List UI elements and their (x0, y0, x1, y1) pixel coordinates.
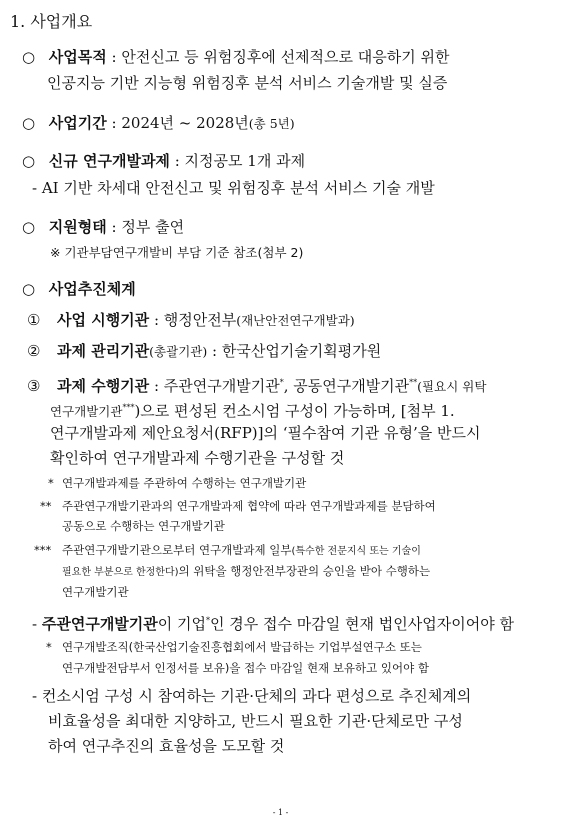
consortium-line-1: - 컨소시엄 구성 시 참여하는 기관·단체의 과다 편성으로 추진체계의 (32, 687, 472, 705)
support-line: ○ 지원형태 : 정부 출연 (22, 218, 185, 236)
agency-value: 행정안전부 (163, 311, 237, 329)
support-note: ※ 기관부담연구개발비 부담 기준 참조(첨부 2) (50, 245, 304, 260)
new-task-line: ○ 신규 연구개발과제 : 지정공모 1개 과제 (22, 152, 306, 170)
footnote-text: 주관연구개발기관으로부터 연구개발과제 일부 (62, 543, 292, 557)
footnote-text: 주관연구개발기관과의 연구개발과제 협약에 따라 연구개발과제를 분담하여 (62, 499, 436, 513)
footnote-3-line-1 (34, 542, 421, 558)
bullet-circle: ○ (22, 48, 36, 66)
consortium-line-2: 비효율성을 최대한 지양하고, 반드시 필요한 기관·단체로만 구성 (48, 712, 463, 730)
dash: - (32, 615, 38, 633)
lead-label: 주관연구개발기관 (41, 615, 158, 633)
support-value: 정부 출연 (121, 218, 185, 236)
lead-text-a: 이 기업 (157, 615, 207, 633)
consortium-line-3: 하여 연구추진의 효율성을 도모할 것 (48, 737, 285, 755)
period-line: ○ 사업기간 : 2024년 ~ 2028년(총 5년) (22, 114, 295, 132)
section-title: 1. 사업개요 (10, 12, 93, 31)
footnote-mark: * (48, 476, 54, 490)
agency-note: (재난안전연구개발과) (236, 313, 355, 328)
footnote-text: 의 위탁을 행정안전부장관의 승인을 받아 수행하는 (178, 564, 431, 578)
bullet-circle: ○ (22, 280, 36, 298)
performer-text-d: 연구개발기관 (50, 404, 123, 419)
footnote-text: 연구개발과제를 주관하여 수행하는 연구개발기관 (62, 476, 307, 490)
lead-footnote-line-2: 연구개발전담부서 인정서를 보유)을 접수 마감일 현재 보유하고 있어야 함 (62, 661, 429, 675)
bullet-circle: ○ (22, 218, 36, 236)
lead-requirement-line: - 주관연구개발기관이 기업*인 경우 접수 마감일 현재 법인사업자이어야 함 (32, 615, 514, 633)
new-task-label: 신규 연구개발과제 (48, 152, 170, 170)
footnote-mark: * (46, 640, 52, 654)
structure-label: 사업추진체계 (48, 280, 136, 298)
structure-item-3-line-2: 연구개발기관***)으로 편성된 컨소시엄 구성이 가능하며, [첨부 1. (50, 402, 455, 420)
purpose-text-1: 안전신고 등 위험징후에 선제적으로 대응하기 위한 (121, 48, 450, 66)
number-2: ② (27, 342, 41, 360)
period-value: 2024년 ~ 2028년 (121, 114, 249, 132)
footnote-text: 연구개발조직(한국산업기술진흥협회에서 발급하는 기업부설연구소 또는 (62, 640, 422, 654)
period-note: (총 5년) (248, 116, 295, 131)
performer-text-b: , 공동연구개발기관 (283, 377, 410, 395)
footnote-text-small: 필요한 부분으로 한정한다) (62, 567, 179, 578)
performer-label: 과제 수행기관 (57, 377, 150, 395)
purpose-label: 사업목적 (48, 48, 107, 66)
period-label: 사업기간 (48, 114, 107, 132)
purpose-line-1: ○ 사업목적 : 안전신고 등 위험징후에 선제적으로 대응하기 위한 (22, 48, 450, 66)
footnote-3-line-2 (62, 563, 430, 579)
footnote-2-line-1 (40, 498, 436, 514)
manager-label: 과제 관리기관 (57, 342, 150, 360)
footnote-3-line-3: 연구개발기관 (62, 585, 129, 599)
lead-text-b: 인 경우 접수 마감일 현재 법인사업자이어야 함 (210, 615, 514, 633)
footnote-mark: ** (40, 499, 52, 513)
support-label: 지원형태 (48, 218, 107, 236)
performer-text-c: (필요시 위탁 (417, 379, 487, 394)
footnote-text-small: (특수한 전문지식 또는 기술이 (291, 546, 421, 557)
purpose-text-2: 인공지능 기반 지능형 위험징후 분석 서비스 기술개발 및 실증 (47, 74, 448, 92)
footnote-2-line-2: 공동으로 수행하는 연구개발기관 (62, 519, 225, 533)
bullet-circle: ○ (22, 152, 36, 170)
structure-item-3-line-4: 확인하여 연구개발과제 수행기관을 구성할 것 (50, 449, 345, 467)
performer-text-e: )으로 편성된 컨소시엄 구성이 가능하며, [첨부 1. (134, 402, 455, 420)
bullet-circle: ○ (22, 114, 36, 132)
structure-item-3-line-3: 연구개발과제 제안요청서(RFP)]의 ‘필수참여 기관 유형’을 반드시 (50, 424, 481, 442)
lead-footnote-line-1 (46, 639, 422, 655)
agency-label: 사업 시행기관 (57, 311, 150, 329)
structure-item-2: ② 과제 관리기관(총괄기관) : 한국산업기술기획평가원 (27, 342, 382, 360)
new-task-value: 지정공모 1개 과제 (184, 152, 306, 170)
page-number: - 1 - (272, 808, 289, 817)
manager-label-note: (총괄기관) (149, 344, 208, 359)
structure-item-3-line-1: ③ 과제 수행기관 : 주관연구개발기관*, 공동연구개발기관**(필요시 위탁 (27, 377, 487, 395)
new-task-item: - AI 기반 차세대 안전신고 및 위험징후 분석 서비스 기술 개발 (32, 179, 435, 197)
manager-value: 한국산업기술기획평가원 (221, 342, 382, 360)
structure-item-1: ① 사업 시행기관 : 행정안전부(재난안전연구개발과) (27, 311, 355, 329)
performer-text-a: 주관연구개발기관 (163, 377, 280, 395)
number-1: ① (27, 311, 41, 329)
footnote-1 (48, 475, 306, 491)
footnote-mark: *** (34, 543, 52, 557)
number-3: ③ (27, 377, 41, 395)
structure-line (22, 279, 136, 299)
